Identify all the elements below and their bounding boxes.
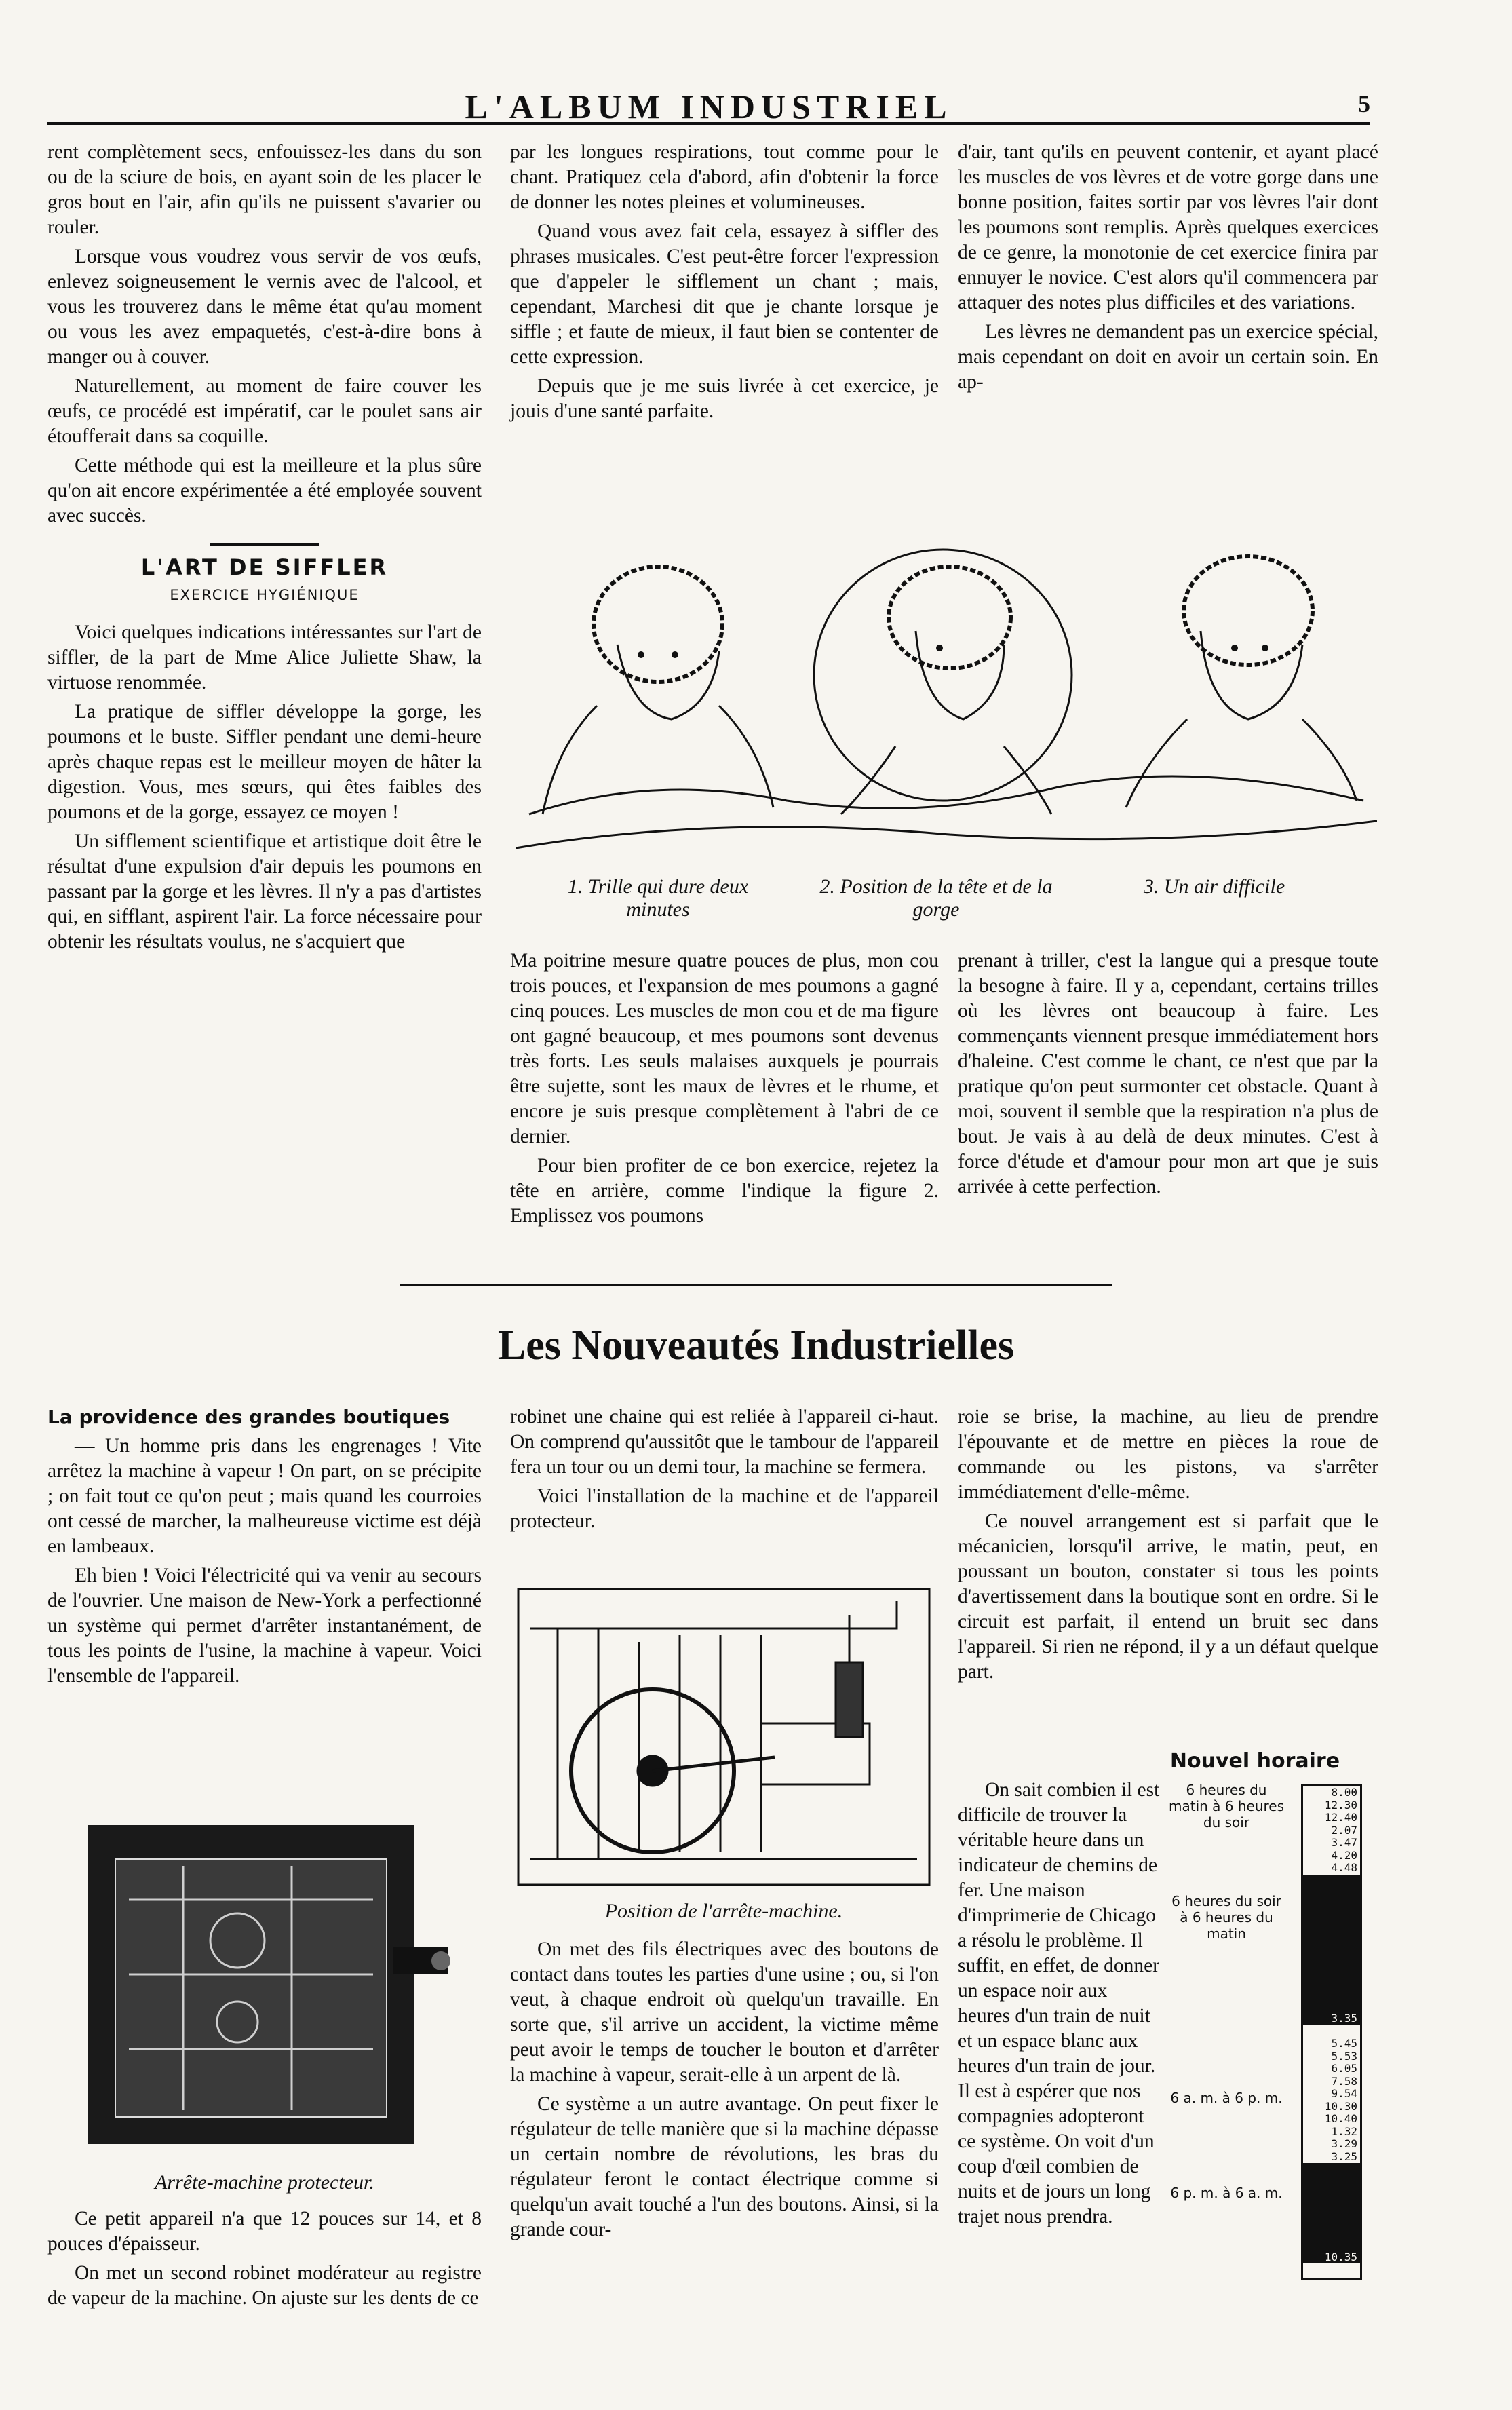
timetable-time: 4.48 <box>1331 1861 1357 1874</box>
caption-number: 2. <box>819 875 835 898</box>
paragraph: Voici quelques indications intéressantes sur l'art de siffler, de la part de Mme Alice Juliette Shaw, la virtuose renommée. <box>47 621 482 693</box>
paragraph: Naturellement, au moment de faire couver les œufs, ce procédé est impératif, car le poulet sans air étoufferait dans sa coquille. <box>47 375 482 447</box>
paragraph: Un sifflement scientifique et artistique doit être le résultat d'une expulsion d'air depuis les poumons en passant par la gorge et les lèvres. Il n'y a pas d'artistes qui, en sifflant, aspirent l'air. La force nécessaire pour obtenir les résultats voulus, ne s'acquiert que <box>47 830 482 953</box>
engine-room-engraving <box>517 1588 931 1886</box>
timetable-time <box>1303 2201 1360 2214</box>
timetable-time: 12.40 <box>1324 1811 1357 1824</box>
timetable-time <box>1303 2226 1360 2239</box>
paragraph: par les longues respirations, tout comme pour le chant. Pratiquez cela d'abord, afin d'obtenir la force de donner les notes pleines et volumineuses. <box>510 141 939 213</box>
timetable-time <box>1303 2025 1360 2038</box>
installation-illustration <box>517 1588 931 1886</box>
paragraph: Quand vous avez fait cela, essayez à siffler des phrases musicales. C'est peut-être forcer l'expression que d'appeler le sifflement un chant ; mais, cependant, Marchesi dit que je chante lorsque je siffle ; et faute de mieux, il faut bien se contenter de cette expression. <box>510 221 939 368</box>
paragraph: Voici l'installation de la machine et de l'appareil protecteur. <box>510 1485 939 1532</box>
nouveautes-column-1b <box>47 2206 482 2315</box>
figure-caption-installation: Position de l'arrête-machine. <box>604 1900 843 1922</box>
timetable-time: 3.29 <box>1331 2137 1357 2150</box>
masthead-title: L'ALBUM INDUSTRIEL <box>465 88 953 126</box>
paragraph: rent complètement secs, enfouissez-les dans du son ou de la sciure de bois, en ayant soin de les placer le gros bout en l'air, afin qu'ils ne puissent s'avarier ou rouler. <box>47 141 482 238</box>
timetable-time: 3.35 <box>1303 2012 1360 2025</box>
section-subtitle: EXERCICE HYGIÉNIQUE <box>170 587 360 603</box>
timetable-time <box>1303 2188 1360 2201</box>
timetable-time <box>1303 1987 1360 2000</box>
figure-caption-device: Arrête-machine protecteur. <box>155 2171 374 2194</box>
timetable-time: 10.35 <box>1303 2251 1360 2264</box>
paragraph: Les lèvres ne demandent pas un exercice spécial, mais cependant on doit en avoir un certain soin. En ap- <box>958 321 1378 393</box>
timetable-time <box>1303 2238 1360 2251</box>
timetable-time: 2.07 <box>1331 1823 1357 1837</box>
timetable-time: 7.58 <box>1331 2074 1357 2088</box>
timetable-time <box>1303 1975 1360 1988</box>
device-engraving <box>75 1798 454 2164</box>
timetable-time: 10.40 <box>1324 2112 1357 2125</box>
paragraph: Depuis que je me suis livrée à cet exercice, je jouis d'une santé parfaite. <box>510 375 939 422</box>
timetable-time <box>1303 1937 1360 1950</box>
caption-text: Trille qui dure deux minutes <box>587 875 749 921</box>
paragraph: On met des fils électriques avec des boutons de contact dans toutes les parties d'une usine ; ou, si l'on veut, à chaque endroit où quelqu'un travaille. En sorte que, s'il arrive un accident, la victime même peut avoir le temps de toucher le bouton et d'arrêter la machine à vapeur, serait-elle à un arpent de là. <box>510 1938 939 2086</box>
section-divider <box>210 543 319 546</box>
article-column-1 <box>47 140 482 959</box>
timetable-label: 6 heures du matin à 6 heures du soir <box>1168 1782 1285 1831</box>
caption-text: Un air difficile <box>1163 875 1285 898</box>
machine-stopper-illustration <box>75 1798 454 2164</box>
paragraph: d'air, tant qu'ils en peuvent contenir, et ayant placé les muscles de vos lèvres et de votre gorge dans une bonne position, faites sortir par vos lèvres l'air dont les poumons sont remplis. Après quelques exercices de ce genre, la monotonie de cet exercice finira par ennuyer le novice. C'est alors qu'il commencera par attaquer des notes plus difficiles et des variations. <box>958 141 1378 313</box>
timetable-time <box>1303 1925 1360 1938</box>
timetable-time <box>1303 1912 1360 1925</box>
timetable-time: 1.32 <box>1331 2124 1357 2138</box>
paragraph: Ce nouvel arrangement est si parfait que le mécanicien, lorsqu'il arrive, le matin, peut, en poussant un bouton, constater si tous les points d'avertissement dans la boutique sont en ordre. Si le circuit est parfait, il entend un bruit sec dans l'appareil. Si rien ne répond, il y a un défaut quelque part. <box>958 1510 1378 1683</box>
timetable-time <box>1303 2176 1360 2189</box>
nouveautes-column-1 <box>47 1404 482 1693</box>
article-column-2 <box>510 140 939 428</box>
timetable-label: 6 a. m. à 6 p. m. <box>1170 2090 1283 2106</box>
figure-caption-1 <box>543 875 773 921</box>
paragraph: Ce système a un autre avantage. On peut fixer le régulateur de telle manière que si la machine dépasse un certain nombre de révolutions, les bras du régulateur feront le contact électrique comme si quelqu'un avait touché a l'un des boutons. Ainsi, si la grande cour- <box>510 2093 939 2240</box>
caption-text: Position de la tête et de la gorge <box>840 875 1053 921</box>
caption-number: 3. <box>1143 875 1159 898</box>
figure-caption-2 <box>814 875 1058 921</box>
timetable-time: 10.30 <box>1324 2099 1357 2113</box>
nouveautes-column-2 <box>510 1404 939 1538</box>
whistling-illustration <box>516 529 1377 868</box>
timetable-time: 4.20 <box>1331 1848 1357 1862</box>
timetable-time <box>1303 2000 1360 2013</box>
horaire-title: Nouvel horaire <box>1169 1749 1340 1773</box>
paragraph: Pour bien profiter de ce bon exercice, rejetez la tête en arrière, comme l'indique la figure 2. Emplissez vos poumons <box>510 1155 939 1227</box>
paragraph: Eh bien ! Voici l'électricité qui va venir au secours de l'ouvrier. Une maison de New-York a perfectionné un système qui permet d'arrêter instantanément, de tous les points de l'usine, la machine à vapeur. Voici l'ensemble de l'appareil. <box>47 1565 482 1687</box>
paragraph: Ce petit appareil n'a que 12 pouces sur 14, et 8 pouces d'épaisseur. <box>47 2208 482 2255</box>
paragraph: — Un homme pris dans les engrenages ! Vite arrêtez la machine à vapeur ! On part, on se précipite ; on fait tout ce qu'on peut ; mais quand les courroies ont cessé de marcher, la malheureuse victime est déjà en lambeaux. <box>47 1435 482 1557</box>
paragraph: prenant à triller, c'est la langue qui a presque toute la besogne à faire. Il y a, cependant, certains trilles où les lèvres ont beaucoup à faire. Les commençants viennent presque immédiatement hors d'haleine. C'est comme le chant, ce n'est que par la pratique qu'on peut surmonter cet obstacle. Quant à moi, souvent il semble que la respiration n'a plus de bout. Je vais à au delà de deux minutes. C'est à force d'étude et d'amour pour mon art que je suis arrivée à cette perfection. <box>958 950 1378 1198</box>
paragraph: Cette méthode qui est la meilleure et la plus sûre qu'on ait encore expérimentée a été employée souvent avec succès. <box>47 455 482 527</box>
paragraph: La pratique de siffler développe la gorge, les poumons et le buste. Siffler pendant une demi-heure après chaque repas est le meilleur moyen de hâter la digestion. Vous, mes sœurs, qui êtes faibles des poumons et de la gorge, essayez ce moyen ! <box>47 701 482 823</box>
timetable-time: 3.25 <box>1331 2149 1357 2163</box>
timetable-time: 5.45 <box>1331 2037 1357 2050</box>
article-head: La providence des grandes boutiques <box>47 1406 450 1428</box>
three-portraits-engraving <box>516 529 1377 868</box>
timetable-time <box>1303 1900 1360 1913</box>
caption-number: 1. <box>567 875 583 898</box>
timetable-time <box>1303 2213 1360 2226</box>
section-main-title: Les Nouveautés Industrielles <box>497 1322 1015 1369</box>
timetable-time: 6.05 <box>1331 2062 1357 2075</box>
nouveautes-column-2b <box>510 1937 939 2246</box>
figure-caption-3 <box>1099 875 1330 898</box>
timetable-time: 8.00 <box>1331 1786 1357 1799</box>
timetable-label: 6 heures du soir à 6 heures du matin <box>1171 1893 1281 1942</box>
masthead <box>47 87 1370 125</box>
paragraph: On met un second robinet modérateur au registre de vapeur de la machine. On ajuste sur les dents de ce <box>47 2262 482 2309</box>
section-title: L'ART DE SIFFLER <box>140 554 389 580</box>
timetable-time <box>1303 1950 1360 1963</box>
paragraph: Ma poitrine mesure quatre pouces de plus, mon cou trois pouces, et l'expansion de mes poumons a gagné cinq pouces. Les muscles de mon cou et de ma figure ont gagné beaucoup, et mes poumons sont devenus très forts. Les seuls malaises auxquels je pourrais être sujette, sont les maux de lèvres et le rhume, et encore je suis presque complètement à l'abri de ce dernier. <box>510 950 939 1147</box>
timetable-time <box>1303 1962 1360 1975</box>
paragraph: robinet une chaine qui est reliée à l'appareil ci-haut. On comprend qu'aussitôt que le tambour de l'appareil fera un tour ou un demi tour, la machine se fermera. <box>510 1406 939 1478</box>
paragraph: roie se brise, la machine, au lieu de prendre l'épouvante et de mettre en pièces la roue de commande ou les pistons, va s'arrêter immédiatement d'elle-même. <box>958 1406 1378 1503</box>
timetable-time <box>1303 2163 1360 2176</box>
section-rule <box>400 1284 1112 1286</box>
timetable <box>1165 1778 1376 2283</box>
page-number: 5 <box>1358 90 1370 117</box>
paragraph: On sait combien il est difficile de trouver la véritable heure dans un indicateur de chemins de fer. Une maison d'imprimerie de Chicago a résolu le problème. Il suffit, en effet, de donner un espace noir aux heures d'un train de nuit et un espace blanc aux heures d'un train de jour. Il est à espérer que nos compagnies adopteront ce système. On voit d'un coup d'œil combien de nuits et de jours un long trajet nous prendra. <box>958 1779 1160 2227</box>
timetable-time: 5.53 <box>1331 2049 1357 2063</box>
timetable-time <box>1303 1887 1360 1900</box>
timetable-label: 6 p. m. à 6 a. m. <box>1170 2185 1283 2201</box>
article-column-2b <box>510 949 939 1233</box>
timetable-times-column <box>1301 1784 1362 2280</box>
nouveautes-column-3 <box>958 1404 1378 1689</box>
article-column-3b <box>958 949 1378 1204</box>
timetable-time <box>1303 1875 1360 1888</box>
horaire-text <box>958 1778 1161 2234</box>
timetable-time: 12.30 <box>1324 1798 1357 1812</box>
article-column-3 <box>958 140 1378 399</box>
paragraph: Lorsque vous voudrez vous servir de vos œufs, enlevez soigneusement le vernis avec de l'alcool, et vous les trouverez dans le même état qu'au moment ou vous les avez empaquetés, c'est-à-dire bons à manger ou à couver. <box>47 246 482 368</box>
timetable-time: 9.54 <box>1331 2087 1357 2100</box>
timetable-time: 3.47 <box>1331 1836 1357 1849</box>
